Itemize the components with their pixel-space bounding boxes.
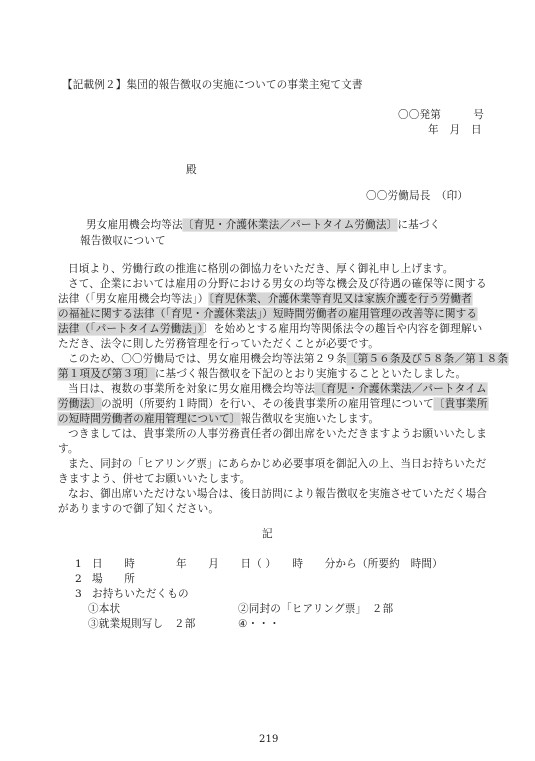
body-greeting: 日頃より、労働行政の推進に格別の御協力をいただき、厚く御礼申し上げます。 <box>68 263 454 275</box>
body-p3-line-1: このため、〇〇労働局では、男女雇用機会均等法第２９条〔第５６条及び５８条／第１８条 <box>68 353 509 365</box>
addressee-suffix: 殿 <box>186 164 197 176</box>
item-2-number: 2 <box>75 573 82 585</box>
bring-item-4: ④・・・ <box>238 618 280 630</box>
bring-item-1: ①本状 <box>88 603 121 615</box>
body-p6-line-1: また、同封の「ヒアリング票」にあらかじめ必要事項を御記入の上、当日お持ちいただ <box>68 458 487 470</box>
page-number: 219 <box>259 734 279 745</box>
subject-line-1 <box>86 218 440 232</box>
sender-name: 〇〇労働局長 （印） <box>366 190 469 202</box>
subject-based-on: に基づく <box>397 219 441 231</box>
body-p2-line-1: さて、企業においては雇用の分野における男女の均等な機会及び待遇の確保等に関する <box>68 278 487 290</box>
subject-line-2: 報告徴収について <box>80 235 166 247</box>
body-p6-line-2: きますよう、併せてお願いいたします。 <box>58 473 251 485</box>
item-1-number: 1 <box>75 558 82 570</box>
body-p2-line-4: 法律（「パートタイム労働法」）〕を始めとする雇用均等関係法令の趣旨や内容を御理解い <box>58 323 483 335</box>
item-3-number: 3 <box>75 588 82 600</box>
body-p2-line-3: の福祉に関する法律（「育児・介護休業法」）短時間労働者の雇用管理の改善等に関する <box>58 308 478 320</box>
body-p7-line-1: なお、御出席いただけない場合は、後日訪問により報告徴収を実施させていただく場合 <box>68 488 488 500</box>
item-3-label: お持ちいただくもの <box>92 588 189 600</box>
item-2-label: 場 所 <box>92 573 135 585</box>
body-p4-line-2: 労働法〕の説明（所要約１時間）を行い、その後貴事業所の雇用管理について〔貴事業所 <box>58 398 488 410</box>
body-p2-line-5: ただき、法令に則した労務管理を行っていただくことが必要です。 <box>58 338 380 350</box>
bring-item-2: ②同封の「ヒアリング票」 ２部 <box>238 603 394 615</box>
body-p5-line-2: す。 <box>58 443 79 455</box>
body-p4-line-1: 当日は、複数の事業所を対象に男女雇用機会均等法〔育児・介護休業法／パートタイム <box>68 383 487 395</box>
notes-heading: 記 <box>262 528 273 540</box>
item-1-value: 年 月 日（ ） 時 分から（所要約 時間） <box>176 558 443 570</box>
bring-item-3: ③就業規則写し ２部 <box>88 618 196 630</box>
subject-alt-laws: 〔育児・介護休業法／パートタイム労働法〕 <box>182 219 398 231</box>
subject-law: 男女雇用機会均等法 <box>86 219 183 231</box>
body-p7-line-2: がありますので御了知ください。 <box>58 503 220 515</box>
document-number: 〇〇発第 号 <box>398 109 484 121</box>
document-date: 年 月 日 <box>428 124 482 136</box>
body-p3-line-2: 第１項及び第３項〕に基づく報告徴収を下記のとおり実施することといたしました。 <box>58 368 467 380</box>
body-p2-line-2: 法律（「男女雇用機会均等法」）〔育児休業、介護休業等育児又は家族介護を行う労働者 <box>58 293 472 305</box>
body-p4-line-3: の短時間労働者の雇用管理について〕報告徴収を実施いたします。 <box>58 413 380 425</box>
body-p5-line-1: つきましては、貴事業所の人事労務責任者の御出席をいただきますようお願いいたしま <box>68 428 488 440</box>
example-label: 【記載例２】集団的報告徴収の実施についての事業主宛て文書 <box>62 79 363 91</box>
item-1-label: 日 時 <box>92 558 135 570</box>
